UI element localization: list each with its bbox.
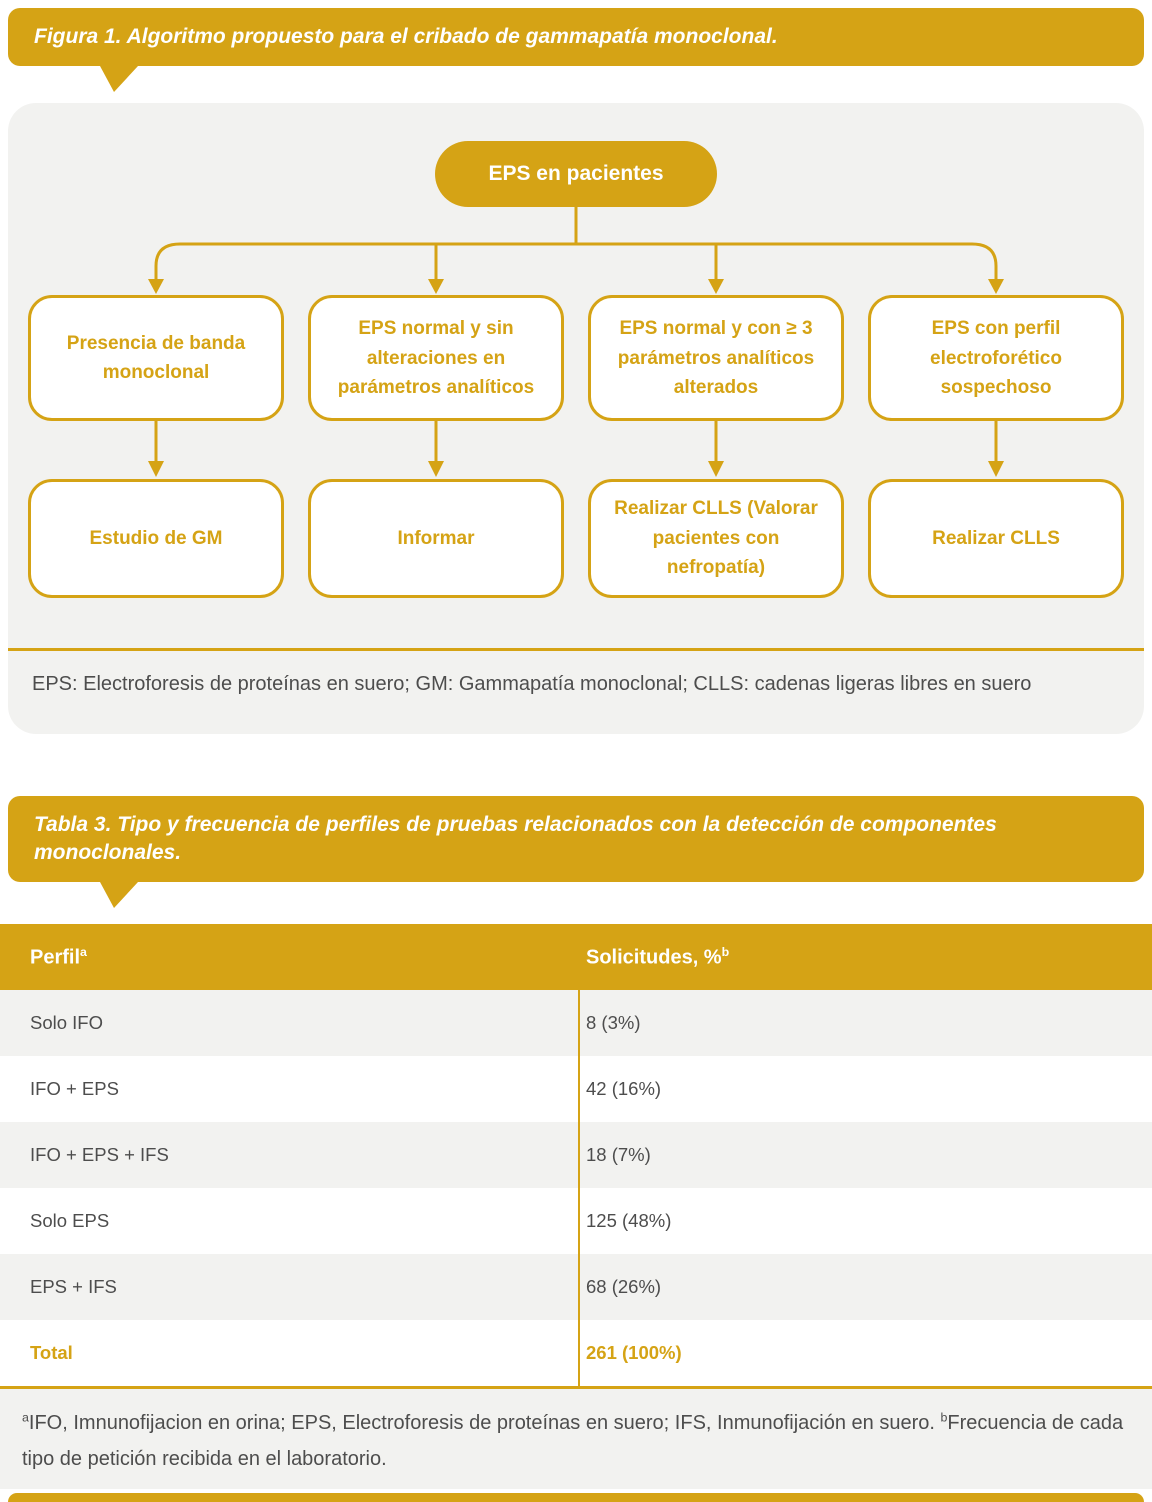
cell-perfil: IFO + EPS xyxy=(30,1078,119,1100)
superscript-a: a xyxy=(22,1410,29,1425)
table-footnote: $^a$IFO, Imnunofijacion en orina; EPS, Electroforesis de proteínas en suero; IFS, Inmunofijación en suero. $^b$Frecuencia de cada tipo de petición recibida en el laboratorio. xyxy=(0,1389,1152,1489)
flowchart-condition-node: Presencia de banda monoclonal xyxy=(28,295,284,421)
table-section xyxy=(0,796,1152,1490)
cell-solicitudes: 68 (26%) xyxy=(578,1254,1152,1320)
flowchart-root-label: EPS en pacientes xyxy=(488,162,664,186)
flowchart-action-node: Realizar CLLS xyxy=(868,479,1124,597)
figure-footnote: EPS: Electroforesis de proteínas en suero; GM: Gammapatía monoclonal; CLLS: cadenas ligeras libres en suero xyxy=(32,672,1032,695)
flowchart-action-connector xyxy=(28,421,1124,479)
table-title: Tabla 3. Tipo y frecuencia de perfiles de pruebas relacionados con la detección de componentes monoclonales. xyxy=(34,812,997,864)
cell-solicitudes: 18 (7%) xyxy=(578,1122,1152,1188)
flowchart-action-row xyxy=(28,479,1124,597)
table-row xyxy=(0,1056,1152,1122)
table-banner xyxy=(8,796,1144,883)
flowchart-action-node: Estudio de GM xyxy=(28,479,284,597)
cell-solicitudes: 125 (48%) xyxy=(578,1188,1152,1254)
flowchart-condition-node: EPS con perfil electroforético sospechoso xyxy=(868,295,1124,421)
banner-pointer xyxy=(100,66,138,92)
superscript-a: a xyxy=(80,945,87,960)
table-row xyxy=(0,990,1152,1056)
cell-perfil: IFO + EPS + IFS xyxy=(30,1144,169,1166)
superscript-b: b xyxy=(721,945,730,960)
cell-perfil: EPS + IFS xyxy=(30,1276,117,1298)
table-row xyxy=(0,1122,1152,1188)
next-banner-edge xyxy=(8,1493,1144,1502)
cell-perfil: Solo EPS xyxy=(30,1210,110,1232)
flowchart-condition-node: EPS normal y sin alteraciones en parámetros analíticos xyxy=(308,295,564,421)
table-header-row xyxy=(0,924,1152,990)
cell-solicitudes: 8 (3%) xyxy=(578,990,1152,1056)
flowchart-condition-row xyxy=(28,295,1124,421)
table-header-solicitudes: Solicitudes, %$^b$ xyxy=(586,945,730,969)
flowchart-condition-node: EPS normal y con ≥ 3 parámetros analíticos alterados xyxy=(588,295,844,421)
flowchart-action-node: Realizar CLLS (Valorar pacientes con nefropatía) xyxy=(588,479,844,597)
table-body xyxy=(0,990,1152,1386)
figure-banner xyxy=(8,8,1144,66)
table-header-perfil: Perfil$^a$ xyxy=(30,945,87,969)
figure-title: Figura 1. Algoritmo propuesto para el cribado de gammapatía monoclonal. xyxy=(34,25,778,48)
table-row xyxy=(0,1188,1152,1254)
cell-perfil: Solo IFO xyxy=(30,1012,103,1034)
table-total-row xyxy=(0,1320,1152,1386)
banner-pointer xyxy=(100,882,138,908)
flowchart-panel xyxy=(8,103,1144,733)
flowchart-branch-connector xyxy=(28,207,1124,295)
cell-solicitudes: 42 (16%) xyxy=(578,1056,1152,1122)
superscript-b: b xyxy=(940,1410,948,1425)
flowchart-root-node xyxy=(435,141,717,207)
cell-perfil: Total xyxy=(30,1342,73,1364)
cell-solicitudes: 261 (100%) xyxy=(578,1320,1152,1386)
table-row xyxy=(0,1254,1152,1320)
flowchart-action-node: Informar xyxy=(308,479,564,597)
